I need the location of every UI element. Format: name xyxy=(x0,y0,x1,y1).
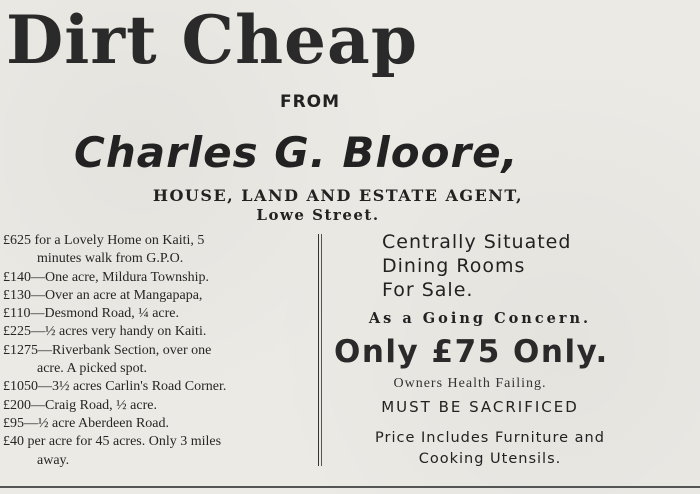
includes-line: Cooking Utensils. xyxy=(418,451,562,467)
going-concern-text: As a Going Concern. xyxy=(368,310,592,327)
includes-line: Price Includes Furniture and xyxy=(375,430,605,446)
listing-line: £225—½ acres very handy on Kaiti. xyxy=(3,324,207,340)
ad-headline: Dirt Cheap xyxy=(6,1,418,79)
dining-line: Dining Rooms xyxy=(382,255,526,277)
agent-name: Charles G. Bloore, xyxy=(74,128,519,177)
listing-line: £95—½ acre Aberdeen Road. xyxy=(3,415,169,431)
price-includes-text xyxy=(330,428,650,470)
from-label: FROM xyxy=(279,92,341,112)
listing-line: £40 per acre for 45 acres. Only 3 miles xyxy=(3,434,222,450)
listing-line: away. xyxy=(37,452,70,468)
listing-line: £110—Desmond Road, ¼ acre. xyxy=(3,306,179,322)
bottom-rule xyxy=(0,486,700,488)
must-be-sacrificed-text: MUST BE SACRIFICED xyxy=(381,398,579,416)
listing-line: minutes walk from G.P.O. xyxy=(37,251,184,267)
listing-line: £1050—3½ acres Carlin's Road Corner. xyxy=(3,379,227,395)
listing-line: £200—Craig Road, ½ acre. xyxy=(3,397,157,413)
listing-line: acre. A picked spot. xyxy=(37,361,148,377)
sale-price: Only £75 Only. xyxy=(334,334,609,370)
listing-line: £1275—Riverbank Section, over one xyxy=(3,342,212,358)
dining-rooms-heading xyxy=(382,230,571,302)
listing-line: £625 for a Lovely Home on Kaiti, 5 xyxy=(3,233,205,248)
listing-line: £140—One acre, Mildura Township. xyxy=(3,269,210,285)
dining-line: For Sale. xyxy=(382,279,474,301)
listing-line: £130—Over an acre at Mangapapa, xyxy=(3,287,203,303)
agent-street: Lowe Street. xyxy=(256,206,380,224)
property-listings xyxy=(3,232,313,470)
agent-title: HOUSE, LAND AND ESTATE AGENT, xyxy=(152,186,524,205)
dining-line: Centrally Situated xyxy=(382,231,572,253)
column-divider xyxy=(318,234,322,466)
owners-health-text: Owners Health Failing. xyxy=(393,376,547,391)
